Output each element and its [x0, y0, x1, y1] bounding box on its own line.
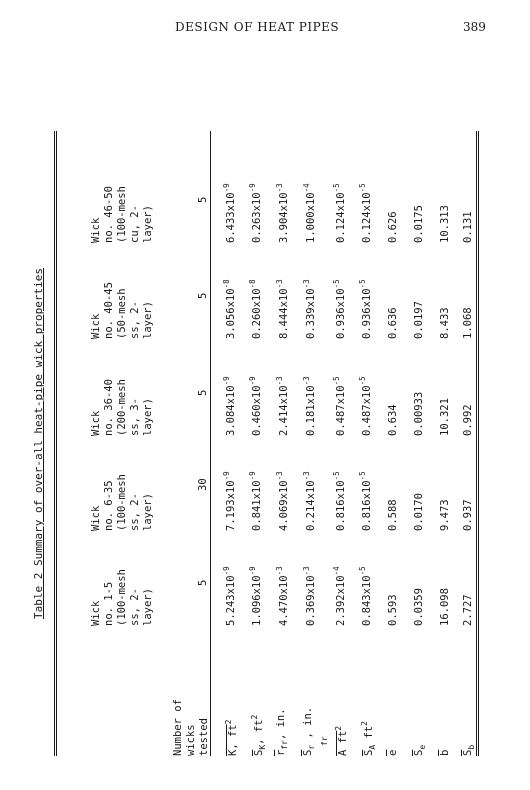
running-header: DESIGN OF HEAT PIPES	[175, 20, 340, 34]
bottom-rule	[476, 131, 479, 756]
value-cell: 0.0170	[413, 493, 425, 531]
value-cell: $1.096x10^{-9}$	[248, 566, 263, 626]
value-cell: $0.936x10^{-5}$	[358, 279, 373, 339]
value-cell: $0.936x10^{-5}$	[332, 279, 347, 339]
value-cell: $0.487x10^{-5}$	[358, 376, 373, 436]
count-cell: 5	[197, 292, 209, 299]
value-cell: $5.243x10^{-9}$	[222, 566, 237, 626]
value-cell: $2.414x10^{-3}$	[275, 376, 290, 436]
count-cell: 30	[197, 478, 209, 491]
value-cell: 0.0175	[413, 205, 425, 243]
value-cell: $0.843x10^{-5}$	[358, 566, 373, 626]
value-cell: $6.433x10^{-9}$	[222, 183, 237, 243]
value-cell: $3.904x10^{-3}$	[275, 183, 290, 243]
value-cell: $0.260x10^{-8}$	[248, 279, 263, 339]
value-cell: $8.444x10^{-3}$	[275, 279, 290, 339]
row-label: A $ft^2$	[334, 725, 349, 756]
value-cell: 10.321	[439, 398, 451, 436]
row-label: $\overline{S}_A$ $ft^2$	[360, 721, 377, 756]
value-cell: $7.193x10^{-9}$	[222, 471, 237, 531]
count-cell: 5	[197, 196, 209, 203]
value-cell: $0.841x10^{-9}$	[248, 471, 263, 531]
value-cell: 0.00933	[413, 391, 425, 436]
value-cell: $0.124x10^{-5}$	[358, 183, 373, 243]
value-cell: $0.369x10^{-3}$	[302, 566, 317, 626]
value-cell: 9.473	[439, 499, 451, 531]
value-cell: $0.816x10^{-5}$	[358, 471, 373, 531]
value-cell: $3.056x10^{-8}$	[222, 279, 237, 339]
top-rule	[54, 131, 57, 756]
row-label: K, $ft^2$	[224, 719, 239, 756]
value-cell: 0.634	[387, 404, 399, 436]
value-cell: $2.392x10^{-4}$	[332, 566, 347, 626]
row-label: $\overline{S}_K$, $ft^2$	[250, 714, 267, 756]
count-row-label: Number of wicks tested	[172, 699, 210, 756]
header-rule	[210, 131, 211, 756]
value-cell: 0.0197	[413, 301, 425, 339]
value-cell: $4.470x10^{-3}$	[275, 566, 290, 626]
value-cell: $0.124x10^{-5}$	[332, 183, 347, 243]
row-label: $\overline{S}_r$ , in. fr	[302, 706, 329, 756]
value-cell: 0.131	[462, 211, 474, 243]
column-header: Wick no. 46-50 (100-mesh cu, 2- layer)	[90, 186, 154, 243]
value-cell: $0.816x10^{-5}$	[332, 471, 347, 531]
value-cell: $0.339x10^{-3}$	[302, 279, 317, 339]
value-cell: 0.593	[387, 594, 399, 626]
value-cell: $0.214x10^{-3}$	[302, 471, 317, 531]
value-cell: $0.487x10^{-5}$	[332, 376, 347, 436]
value-cell: 0.937	[462, 499, 474, 531]
value-cell: 0.588	[387, 499, 399, 531]
count-cell: 5	[197, 389, 209, 396]
row-label: $\overline{b}$	[439, 749, 451, 756]
value-cell: $3.084x10^{-9}$	[222, 376, 237, 436]
value-cell: 1.068	[462, 307, 474, 339]
column-header: Wick no. 1-5 (100-mesh ss, 2- layer)	[90, 569, 154, 626]
value-cell: 0.992	[462, 404, 474, 436]
row-label: $\overline{S}_b$	[462, 744, 476, 756]
value-cell: $1.000x10^{-4}$	[302, 183, 317, 243]
value-cell: $0.460x10^{-9}$	[248, 376, 263, 436]
row-label: $\overline{S}_e$	[413, 744, 427, 756]
value-cell: 0.0359	[413, 588, 425, 626]
value-cell: $0.263x10^{-9}$	[248, 183, 263, 243]
value-cell: 8.433	[439, 307, 451, 339]
column-header: Wick no. 6-35 (100-mesh ss, 2- layer)	[90, 474, 154, 531]
table-caption-text: Table 2 Summary of over-all heat-pipe wick properties	[32, 268, 45, 619]
row-label: $\overline{e}$	[387, 749, 399, 756]
value-cell: 10.313	[439, 205, 451, 243]
column-header: Wick no. 36-40 (200-mesh ss, 3- layer)	[90, 379, 154, 436]
value-cell: 16.098	[439, 588, 451, 626]
value-cell: $0.181x10^{-3}$	[302, 376, 317, 436]
column-header: Wick no. 40-45 (50-mesh ss, 2- layer)	[90, 282, 154, 339]
wick-properties-table	[32, 131, 482, 756]
value-cell: 0.636	[387, 307, 399, 339]
count-cell: 5	[197, 579, 209, 586]
page-number: 389	[463, 20, 486, 34]
row-label: $\overline{r}_{fr}$, in.	[275, 708, 289, 756]
value-cell: 2.727	[462, 594, 474, 626]
value-cell: 0.626	[387, 211, 399, 243]
value-cell: $4.069x10^{-3}$	[275, 471, 290, 531]
table-caption	[32, 131, 54, 756]
